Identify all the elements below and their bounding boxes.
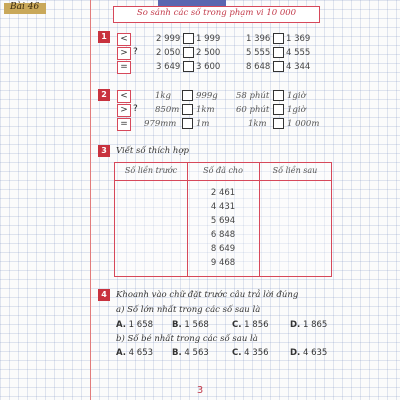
answer-box[interactable] (273, 61, 284, 72)
option-value: 4 563 (184, 348, 209, 358)
option-c[interactable] (232, 348, 269, 358)
s2-left-a: 1kg (155, 91, 171, 101)
option-value: 1 865 (303, 320, 328, 330)
answer-box[interactable] (183, 47, 194, 58)
option-a[interactable] (116, 320, 153, 330)
option-value: 1 856 (244, 320, 269, 330)
option-value: 1 568 (184, 320, 209, 330)
option-d[interactable] (290, 320, 327, 330)
sign-less: < (117, 33, 131, 46)
sign-equal: = (117, 61, 131, 74)
s1-left-c: 3 649 (156, 62, 181, 72)
section-4-title: Khoanh vào chữ đặt trước câu trả lời đúng (116, 290, 299, 300)
page-title: So sánh các số trong phạm vi 10 000 (136, 8, 297, 18)
s1-right-a: 1 999 (196, 34, 221, 44)
option-letter: C. (232, 348, 242, 358)
given-number: 6 848 (210, 230, 236, 240)
question-mark: ? (133, 104, 138, 114)
s2-right-e: 1giờ (287, 105, 306, 115)
s2-right-a: 999g (196, 91, 218, 101)
option-letter: B. (172, 320, 182, 330)
sign-greater: > (117, 47, 131, 60)
answer-box[interactable] (182, 104, 193, 115)
option-letter: D. (290, 348, 301, 358)
s1-left-f: 8 648 (246, 62, 271, 72)
header-next: Số liền sau (272, 166, 318, 175)
option-d[interactable] (290, 348, 327, 358)
section-2-number: 2 (98, 89, 110, 101)
s1-right-b: 2 500 (196, 48, 221, 58)
sign-equal: = (117, 118, 131, 131)
s1-left-d: 1 396 (246, 34, 271, 44)
margin-line (90, 0, 91, 400)
option-letter: C. (232, 320, 242, 330)
given-number: 9 468 (210, 258, 236, 268)
option-b[interactable] (172, 348, 209, 358)
s2-right-d: 1giờ (287, 91, 306, 101)
page-number: 3 (196, 385, 204, 396)
s1-right-c: 3 600 (196, 62, 221, 72)
section-3-title: Viết số thích hợp (116, 146, 189, 156)
title-box (113, 6, 320, 23)
section-3-number: 3 (98, 145, 110, 157)
header-given: Số đã cho (203, 166, 243, 175)
option-value: 4 635 (303, 348, 328, 358)
option-value: 1 658 (128, 320, 154, 330)
s2-right-b: 1km (196, 105, 215, 115)
answer-box[interactable] (183, 33, 194, 44)
column-divider (259, 163, 260, 276)
number-table (114, 162, 332, 277)
answer-box[interactable] (273, 118, 284, 129)
given-number: 5 694 (210, 216, 236, 226)
question-a: a) Số lớn nhất trong các số sau là (116, 305, 261, 315)
answer-box[interactable] (183, 61, 194, 72)
s1-right-e: 4 555 (286, 48, 311, 58)
option-letter: A. (116, 320, 126, 330)
given-number: 2 461 (210, 188, 236, 198)
lesson-label: Bài 46 (10, 2, 40, 12)
section-1-number: 1 (98, 31, 110, 43)
answer-box[interactable] (273, 33, 284, 44)
s1-left-b: 2 050 (156, 48, 181, 58)
given-number: 4 431 (210, 202, 236, 212)
answer-box[interactable] (273, 104, 284, 115)
s1-left-a: 2 999 (156, 34, 181, 44)
option-value: 4 653 (128, 348, 154, 358)
option-letter: B. (172, 348, 182, 358)
s2-left-d: 58 phút (236, 91, 270, 101)
option-b[interactable] (172, 320, 209, 330)
s1-left-e: 5 555 (246, 48, 271, 58)
s1-right-f: 4 344 (286, 62, 311, 72)
lesson-badge (4, 3, 46, 14)
answer-box[interactable] (273, 90, 284, 101)
option-a[interactable] (116, 348, 153, 358)
question-b: b) Số bé nhất trong các số sau là (116, 334, 258, 344)
s2-right-f: 1 000m (287, 119, 320, 129)
option-letter: A. (116, 348, 126, 358)
s2-left-c: 979mm (144, 119, 177, 129)
option-c[interactable] (232, 320, 269, 330)
header-previous: Số liền trước (124, 166, 178, 175)
question-mark: ? (133, 47, 138, 57)
s2-left-b: 850m (155, 105, 180, 115)
s1-right-d: 1 369 (286, 34, 311, 44)
option-letter: D. (290, 320, 301, 330)
sign-less: < (117, 90, 131, 103)
answer-box[interactable] (182, 90, 193, 101)
given-number: 8 649 (210, 244, 236, 254)
s2-right-c: 1m (196, 119, 210, 129)
section-4-number: 4 (98, 289, 110, 301)
option-value: 4 356 (244, 348, 269, 358)
answer-box[interactable] (273, 47, 284, 58)
s2-left-e: 60 phút (236, 105, 270, 115)
sign-greater: > (117, 104, 131, 117)
s2-left-f: 1km (248, 119, 267, 129)
answer-box[interactable] (182, 118, 193, 129)
